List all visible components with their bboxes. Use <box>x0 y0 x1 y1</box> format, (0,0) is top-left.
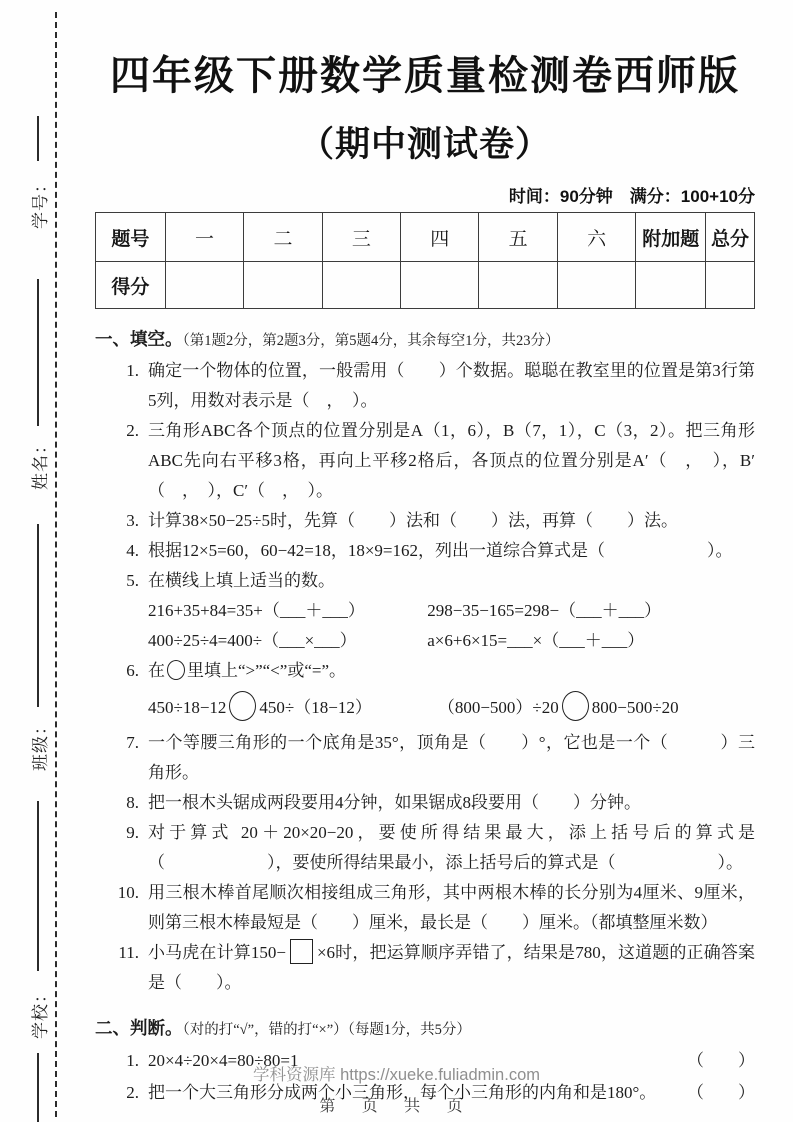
section-1-title: 一、填空。 <box>95 329 183 349</box>
compare-circle-icon <box>562 691 589 721</box>
comparison-right: 800−500÷20 <box>591 698 679 717</box>
question-number: 11. <box>118 943 139 962</box>
comparison-right: 450÷（18−12） <box>259 698 372 717</box>
sidebar-field-school: 学校： <box>30 985 50 1039</box>
equation-blank: a×6+6×15=___×（___＋___） <box>427 631 645 650</box>
score-table-header-cell: 附加题 <box>636 213 706 262</box>
exam-content <box>95 20 755 1109</box>
question-number: 6. <box>126 661 139 680</box>
equation-blank: 298−35−165=298−（___＋___） <box>427 601 662 620</box>
section-1-heading <box>95 324 755 356</box>
question-text: 三角形ABC各个顶点的位置分别是A（1，6），B（7，1），C（3，2）。把三角形ABC先向右平移3格，再向上平移2格后，各顶点的位置分别是A′（ ， ），B′（ ， ），C′（ ， ）。 <box>148 421 755 500</box>
score-table-header-cell: 题号 <box>96 213 166 262</box>
question-text: ×6时，把运算顺序弄错了，结果是780，这道题的正确答案是（ ）。 <box>148 943 755 992</box>
score-cell <box>322 262 400 309</box>
score-cell <box>557 262 635 309</box>
score-table-header-cell: 五 <box>479 213 557 262</box>
intro-text: 在 <box>148 661 165 680</box>
question-number: 2. <box>126 421 139 440</box>
score-table <box>95 212 755 309</box>
question-number: 8. <box>126 793 139 812</box>
question-3 <box>95 506 755 536</box>
question-number: 4. <box>126 541 139 560</box>
question-body <box>148 566 755 656</box>
question-number: 3. <box>126 511 139 530</box>
question-number: 7. <box>126 733 139 752</box>
score-table-header-cell: 一 <box>165 213 243 262</box>
question-number: 9. <box>126 823 139 842</box>
score-table-header-cell: 四 <box>401 213 479 262</box>
comparison-left: 450÷18−12 <box>148 698 227 717</box>
exam-time-score-meta: 时间：90分钟 满分：100+10分 <box>508 187 755 206</box>
judge-text: 把一个大三角形分成两个小三角形，每个小三角形的内角和是180°。 <box>148 1083 657 1102</box>
page-subtitle: （期中测试卷） <box>298 125 551 164</box>
sidebar-field-student-id: 学号： <box>30 175 50 229</box>
question-text: 把一根木头锯成两段要用4分钟，如果锯成8段要用（ ）分钟。 <box>148 793 641 812</box>
question-text: 确定一个物体的位置，一般需用（ ）个数据。聪聪在教室里的位置是第3行第5列，用数对表示是（ ， ）。 <box>148 361 755 410</box>
unknown-number-box-icon <box>290 939 313 964</box>
question-2 <box>95 416 755 506</box>
equation-blank: 400÷25÷4=400÷（___×___） <box>148 631 357 650</box>
compare-circle-icon <box>229 691 256 721</box>
section-2-title: 二、判断。 <box>95 1018 183 1038</box>
judge-answer-parens: （ ） <box>687 1051 755 1070</box>
equation-blank: 216+35+84=35+（___＋___） <box>148 601 365 620</box>
score-cell <box>244 262 322 309</box>
sidebar-blank-line <box>37 524 39 707</box>
question-5-intro: 在横线上填上适当的数。 <box>148 571 335 590</box>
score-cell <box>479 262 557 309</box>
comparison-pair <box>438 691 679 723</box>
comparison-pair <box>148 691 372 723</box>
score-cell <box>636 262 706 309</box>
question-7 <box>95 728 755 788</box>
question-6-comparisons <box>148 686 755 728</box>
sidebar-blank-line <box>37 116 39 161</box>
question-1 <box>95 356 755 416</box>
page-footer <box>0 1061 793 1116</box>
score-row-label: 得分 <box>96 262 166 309</box>
question-text: 根据12×5=60，60−42=18，18×9=162，列出一道综合算式是（ ）。 <box>148 541 733 560</box>
footer-page-info: 第 页 共 页 <box>319 1098 474 1115</box>
question-text: 计算38×50−25÷5时，先算（ ）法和（ ）法，再算（ ）法。 <box>148 511 679 530</box>
question-6 <box>95 656 755 728</box>
student-info-sidebar <box>20 12 56 1122</box>
sidebar-field-class: 班级： <box>30 717 50 771</box>
judge-answer-parens: （ ） <box>687 1083 755 1102</box>
sidebar-blank-line <box>37 279 39 426</box>
footer-source-link[interactable]: 学科资源库 https://xueke.fuliadmin.com <box>252 1066 540 1084</box>
score-table-header-cell: 总分 <box>706 213 755 262</box>
question-11 <box>95 938 755 998</box>
question-5-equations <box>148 596 755 656</box>
question-number: 10. <box>117 883 139 902</box>
judge-text: 20×4÷20×4=80÷80=1 <box>148 1051 299 1070</box>
score-cell <box>706 262 755 309</box>
question-body <box>148 656 755 728</box>
sidebar-blank-line <box>37 801 39 971</box>
score-cell <box>165 262 243 309</box>
question-text: 用三根木棒首尾顺次相接组成三角形，其中两根木棒的长分别为4厘米、9厘米，则第三根木棒最短是（ ）厘米，最长是（ ）厘米。（都填整厘米数） <box>148 883 755 932</box>
score-table-header-cell: 三 <box>322 213 400 262</box>
question-body <box>148 938 755 998</box>
score-table-header-cell: 二 <box>244 213 322 262</box>
question-9 <box>95 818 755 878</box>
question-number: 1. <box>126 1051 139 1070</box>
question-text: 对于算式 20＋20×20−20，要使所得结果最大，添上括号后的算式是（ ），要使所得结果最小，添上括号后的算式是（ ）。 <box>148 823 755 872</box>
question-5 <box>95 566 755 656</box>
question-6-intro <box>148 656 755 686</box>
comparison-left: （800−500）÷20 <box>437 698 559 717</box>
question-text: 小马虎在计算150− <box>148 943 286 962</box>
question-number: 1. <box>126 361 139 380</box>
compare-circle-icon <box>167 660 185 680</box>
page-title: 四年级下册数学质量检测卷西师版 <box>110 54 740 98</box>
question-number: 2. <box>126 1083 139 1102</box>
question-number: 5. <box>126 571 139 590</box>
section-2-heading <box>95 1013 755 1045</box>
score-cell <box>401 262 479 309</box>
score-table-header-cell: 六 <box>557 213 635 262</box>
sidebar-field-name: 姓名： <box>30 436 50 490</box>
section-1-note: （第1题2分，第2题3分，第5题4分，其余每空1分，共23分） <box>182 333 560 349</box>
intro-text: 里填上“>”“<”或“=”。 <box>187 661 347 680</box>
section-2-note: （对的打“√”，错的打“×”）（每题1分，共5分） <box>182 1022 471 1038</box>
question-4 <box>95 536 755 566</box>
question-10 <box>95 878 755 938</box>
question-8 <box>95 788 755 818</box>
question-text: 一个等腰三角形的一个底角是35°，顶角是（ ）°，它也是一个（ ）三角形。 <box>148 733 755 782</box>
